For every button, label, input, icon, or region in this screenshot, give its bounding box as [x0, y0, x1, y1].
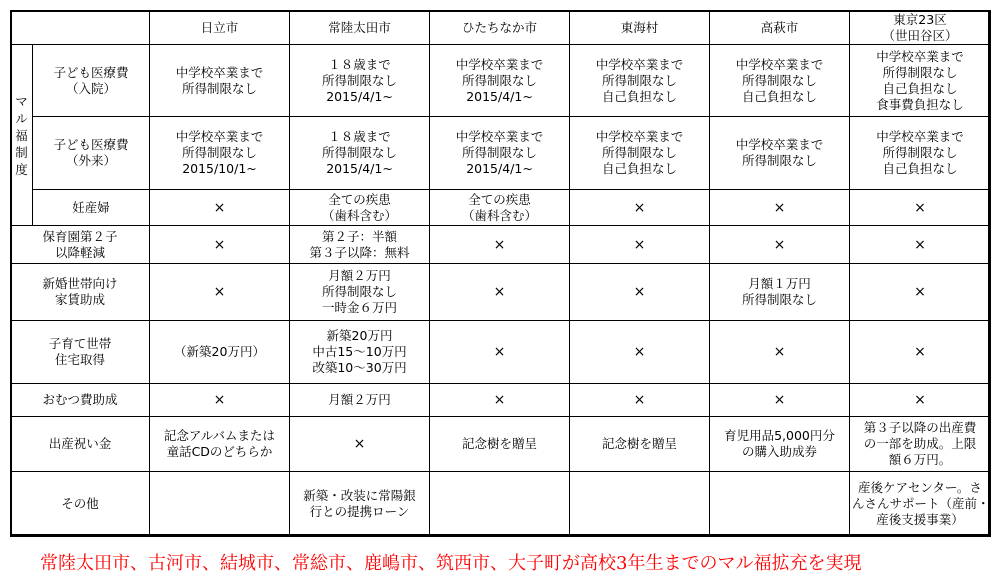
- cell-text-line: （入院）: [65, 80, 116, 96]
- cell-text-line: 所得制限なし: [461, 145, 537, 160]
- cell-text-line: 子ども医療費: [53, 64, 129, 80]
- cell-text-line: 自己負担なし: [882, 80, 958, 96]
- cell-text-line: 自己負担なし: [601, 88, 677, 104]
- cell-text-line: 所得制限なし: [741, 72, 817, 88]
- cell-text-line: 食事費負担なし: [876, 96, 964, 112]
- cell-text-line: 一時金６万円: [321, 300, 397, 315]
- footer-note: 常陸太田市、古河市、結城市、常総市、鹿嶋市、筑西市、大子町が高校3年生までのマル福拡充を実現: [40, 553, 862, 574]
- not-available-mark: ×: [493, 236, 506, 253]
- cell-text-line: 自己負担なし: [741, 88, 817, 104]
- cell-text-line: 2015/10/1~: [182, 161, 257, 176]
- cell-text-line: 日立市: [200, 19, 239, 35]
- cell-text-line: 新築20万円: [326, 328, 393, 343]
- cell-text-line: 所得制限なし: [321, 72, 397, 88]
- cell-text-line: 全ての疾患: [328, 191, 391, 207]
- cell-text-line: 中古15～10万円: [312, 344, 407, 359]
- cell-text-line: 2015/4/1~: [326, 161, 393, 176]
- cell-text-line: 全ての疾患: [468, 191, 531, 207]
- cell-text-line: 東海村: [620, 19, 659, 35]
- not-available-mark: ×: [773, 344, 786, 360]
- cell-text-line: 保育園第２子: [42, 228, 118, 244]
- cell-text-line: おむつ費助成: [42, 392, 118, 407]
- cell-text-line: 記念樹を贈呈: [601, 436, 677, 451]
- not-available-mark: ×: [633, 284, 646, 300]
- cell-text-line: 2015/4/1~: [326, 88, 393, 104]
- cell-text-line: 2015/4/1~: [466, 161, 533, 176]
- not-available-mark: ×: [914, 284, 926, 300]
- cell-text-line: 新築・改装に常陽銀: [303, 488, 416, 503]
- not-available-mark: ×: [493, 392, 506, 408]
- not-available-mark: ×: [633, 236, 646, 253]
- cell-text-line: １８歳まで: [328, 56, 391, 72]
- cell-text-line: 中学校卒業まで: [735, 137, 824, 152]
- cell-text-line: （世田谷区）: [882, 27, 958, 43]
- cell-text-line: 所得制限なし: [601, 72, 677, 88]
- not-available-mark: ×: [213, 392, 226, 408]
- cell-text-line: ひたちなか市: [461, 19, 537, 35]
- cell-text-line: 中学校卒業まで: [735, 56, 824, 72]
- side-label: マル福制度: [11, 45, 33, 226]
- not-available-mark: ×: [213, 236, 226, 253]
- cell-text-line: 改築10～30万円: [312, 360, 407, 375]
- cell-text-line: 所得制限なし: [181, 145, 257, 160]
- cell-text-line: 以降軽減: [54, 244, 105, 260]
- cell-text-line: 童話CDのどちらか: [166, 444, 273, 459]
- cell-text-line: 所得制限なし: [321, 145, 397, 160]
- cell-text-line: 産後支援事業）: [876, 512, 964, 527]
- not-available-mark: ×: [353, 436, 366, 452]
- cell-text-line: の一部を助成。上限: [863, 436, 977, 451]
- cell-text-line: 自己負担なし: [882, 161, 958, 176]
- cell-text-line: （外来）: [65, 153, 116, 168]
- cell-text-line: その他: [61, 496, 99, 511]
- cell-text-line: 中学校卒業まで: [595, 129, 684, 144]
- cell-text-line: 中学校卒業まで: [175, 64, 264, 80]
- cell-text-line: の購入助成券: [741, 444, 817, 459]
- table-outer-border: [10, 10, 990, 536]
- cell-text-line: 所得制限なし: [321, 284, 397, 299]
- not-available-mark: ×: [914, 392, 926, 408]
- cell-text-line: 所得制限なし: [461, 72, 537, 88]
- cell-text-line: １８歳まで: [328, 129, 391, 144]
- cell-text-line: 中学校卒業まで: [455, 129, 544, 144]
- cell-text-line: （歯科含む）: [461, 207, 537, 223]
- not-available-mark: ×: [914, 344, 926, 360]
- cell-text-line: 子ども医療費: [53, 137, 129, 152]
- cell-text-line: 月額１万円: [748, 276, 811, 291]
- not-available-mark: ×: [213, 284, 226, 300]
- cell-text-line: 東京23区: [893, 11, 947, 27]
- cell-text-line: 常陸太田市: [328, 19, 391, 35]
- cell-text-line: 第２子：半額: [321, 228, 397, 244]
- not-available-mark: ×: [914, 236, 926, 253]
- cell-text-line: 中学校卒業まで: [595, 56, 684, 72]
- not-available-mark: ×: [773, 236, 786, 253]
- not-available-mark: ×: [493, 344, 506, 360]
- cell-text-line: 妊産婦: [72, 199, 110, 215]
- cell-text-line: 自己負担なし: [601, 161, 677, 176]
- cell-text-line: （歯科含む）: [321, 207, 397, 223]
- cell-text-line: 所得制限なし: [882, 64, 958, 80]
- cell-text-line: 子育て世帯: [48, 336, 112, 351]
- not-available-mark: ×: [633, 392, 646, 408]
- not-available-mark: ×: [633, 199, 646, 216]
- cell-text-line: 所得制限なし: [601, 145, 677, 160]
- not-available-mark: ×: [213, 199, 226, 216]
- cell-text-line: 記念アルバムまたは: [163, 428, 276, 443]
- cell-text-line: 中学校卒業まで: [876, 129, 964, 144]
- not-available-mark: ×: [773, 199, 786, 216]
- cell-text-line: 高萩市: [760, 19, 799, 35]
- cell-text-line: 産後ケアセンター。さ: [858, 480, 982, 495]
- cell-text-line: 家賃助成: [54, 292, 105, 307]
- cell-text-line: 中学校卒業まで: [455, 56, 544, 72]
- cell-text-line: 中学校卒業まで: [175, 129, 264, 144]
- cell-text-line: 行との提携ローン: [309, 504, 410, 519]
- not-available-mark: ×: [914, 199, 926, 216]
- cell-text-line: （新築20万円）: [174, 344, 265, 359]
- cell-text-line: 中学校卒業まで: [876, 48, 964, 64]
- not-available-mark: ×: [773, 392, 786, 408]
- cell-text-line: 額６万円。: [888, 452, 952, 467]
- not-available-mark: ×: [493, 284, 506, 300]
- cell-text-line: 月額２万円: [328, 268, 391, 283]
- cell-text-line: 第３子以降：無料: [309, 244, 410, 260]
- cell-text-line: 第３子以降の出産費: [863, 420, 977, 435]
- cell-text-line: 新婚世帯向け: [42, 276, 118, 291]
- cell-text-line: 2015/4/1~: [466, 88, 533, 104]
- cell-text-line: 育児用品5,000円分: [724, 428, 835, 443]
- cell-text-line: 所得制限なし: [741, 153, 817, 168]
- cell-text-line: 所得制限なし: [882, 145, 958, 160]
- cell-text-line: 記念樹を贈呈: [461, 436, 537, 451]
- cell-text-line: 出産祝い金: [48, 436, 112, 451]
- cell-text-line: 所得制限なし: [181, 80, 257, 96]
- cell-text-line: 住宅取得: [54, 352, 105, 367]
- cell-text-line: 所得制限なし: [741, 292, 817, 307]
- not-available-mark: ×: [633, 344, 646, 360]
- cell-text-line: んさんサポート（産前・: [852, 496, 990, 511]
- cell-text-line: 月額２万円: [328, 392, 391, 407]
